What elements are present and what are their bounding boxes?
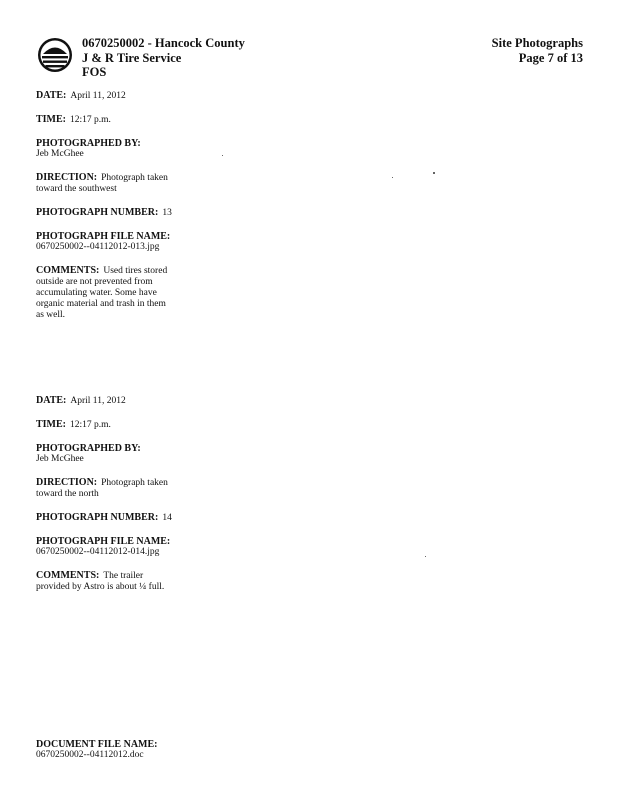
photographer-label: PHOTOGRAPHED BY: [36,138,141,149]
photographer-value: Jeb McGhee [36,149,84,159]
time-label: TIME: [36,419,66,430]
photo-file-value: 0670250002--04112012-013.jpg [36,242,160,252]
time-row [36,419,196,431]
photo-number-value: 14 [162,513,172,523]
photo-number-value: 13 [162,208,172,218]
header-page-info [492,36,583,65]
time-value: 12:17 p.m. [70,115,111,125]
comments-line1: The trailer [103,571,144,581]
date-label: DATE: [36,395,67,406]
direction-value-line1: Photograph taken [101,478,168,488]
direction-label: DIRECTION: [36,477,98,488]
direction-label: DIRECTION: [36,172,98,183]
photo-file-row [36,231,196,253]
comments-line2: outside are not prevented from [36,277,153,287]
agency-seal-logo [37,37,73,73]
header-site-info [82,36,245,80]
comments-row [36,570,196,593]
photographer-row [36,443,196,465]
date-label: DATE: [36,90,67,101]
date-value: April 11, 2012 [70,91,126,101]
time-row [36,114,196,126]
direction-row [36,477,196,500]
header-page-number: Page 7 of 13 [518,50,583,65]
photo-file-label: PHOTOGRAPH FILE NAME: [36,231,171,242]
scan-speck [222,155,223,156]
scan-speck [433,172,435,174]
document-file-label: DOCUMENT FILE NAME: [36,739,158,750]
comments-label: COMMENTS: [36,570,100,581]
photo-14-details [36,395,196,605]
header-title: Site Photographs [491,36,583,50]
direction-value-line2: toward the southwest [36,184,117,194]
comments-line1: Used tires stored [103,266,168,276]
photo-file-row [36,536,196,558]
scan-speck [425,556,426,557]
direction-value-line1: Photograph taken [101,173,168,183]
photographer-row [36,138,196,160]
document-file-value: 0670250002--04112012.doc [36,750,144,760]
header-office: FOS [82,65,107,79]
photo-number-label: PHOTOGRAPH NUMBER: [36,207,159,218]
header-site-id: 0670250002 - Hancock County [82,36,245,50]
document-file-info [36,739,157,761]
photographer-value: Jeb McGhee [36,454,84,464]
date-row [36,395,196,407]
comments-line2: provided by Astro is about ¼ full. [36,582,165,592]
time-label: TIME: [36,114,66,125]
comments-label: COMMENTS: [36,265,100,276]
time-value: 12:17 p.m. [70,420,111,430]
photographer-label: PHOTOGRAPHED BY: [36,443,141,454]
header-facility-name: J & R Tire Service [82,50,182,65]
comments-line3: accumulating water. Some have [36,288,157,298]
comments-row [36,265,196,321]
direction-value-line2: toward the north [36,489,99,499]
photo-13-details [36,90,196,333]
date-value: April 11, 2012 [70,396,126,406]
direction-row [36,172,196,195]
date-row [36,90,196,102]
photo-number-label: PHOTOGRAPH NUMBER: [36,512,159,523]
scan-speck [392,177,393,178]
photo-file-label: PHOTOGRAPH FILE NAME: [36,536,171,547]
photo-number-row [36,207,196,219]
photo-file-value: 0670250002--04112012-014.jpg [36,547,160,557]
comments-line4: organic material and trash in them [36,299,166,309]
photo-number-row [36,512,196,524]
comments-line5: as well. [36,310,66,320]
